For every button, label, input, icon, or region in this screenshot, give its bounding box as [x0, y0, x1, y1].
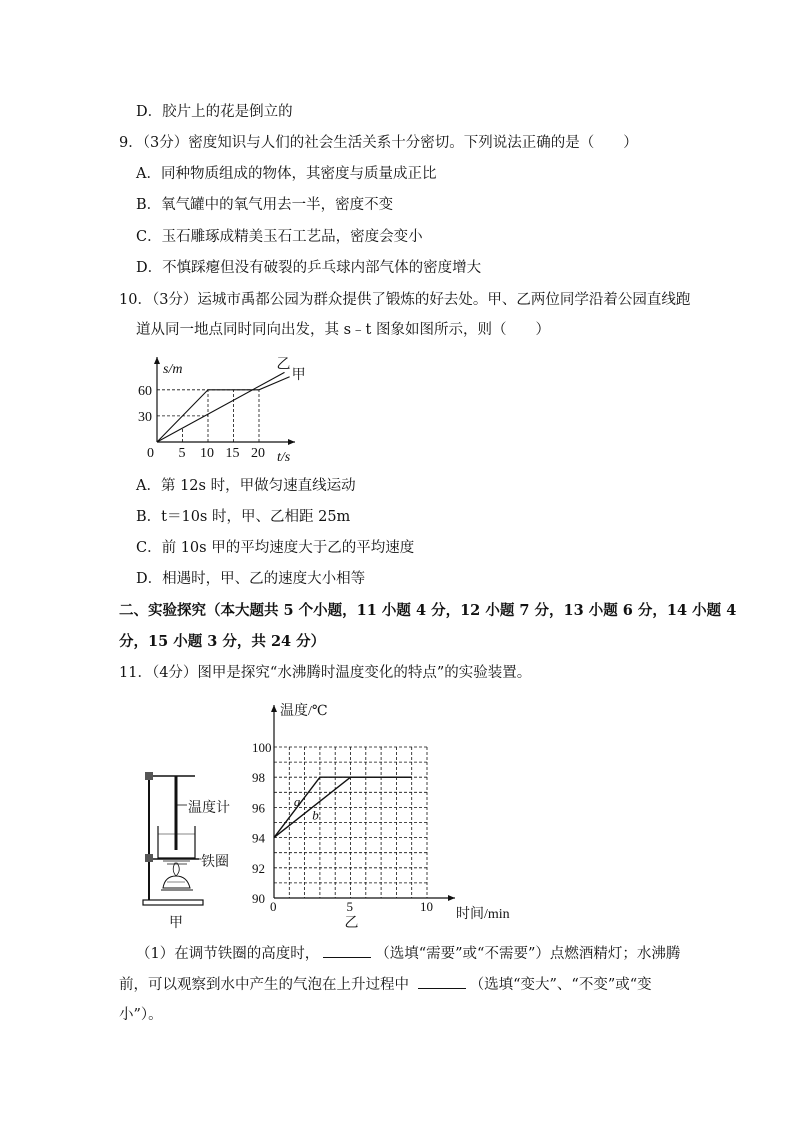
q10-option-b: B．t＝10s 时，甲、乙相距 25m — [136, 509, 351, 525]
q10-option-a: A．第 12s 时，甲做匀速直线运动 — [136, 478, 356, 494]
q8-option-d: D．胶片上的花是倒立的 — [136, 104, 293, 120]
series-label-yi: 乙 — [276, 357, 291, 373]
series-label-b: b — [312, 807, 319, 823]
q10-option-c: C．前 10s 甲的平均速度大于乙的平均速度 — [136, 540, 415, 556]
section2-title-line1: 二、实验探究（本大题共 5 个小题，11 小题 4 分，12 小题 7 分，13 小题 6 分，14 小题 4 — [119, 602, 737, 619]
series-label-a: a — [293, 793, 301, 809]
x-tick-label: 5 — [346, 899, 353, 914]
q9-option-d: D．不慎踩瘪但没有破裂的乒乓球内部气体的密度增大 — [136, 260, 482, 276]
q9-option-b: B．氧气罐中的氧气用去一半，密度不变 — [136, 197, 394, 213]
upper-clamp — [145, 772, 153, 780]
q9-option-a: A．同种物质组成的物体，其密度与质量成正比 — [136, 166, 437, 182]
section2-title-line2: 分，15 小题 3 分，共 24 分） — [119, 633, 326, 650]
answer-blank-2[interactable] — [418, 974, 466, 989]
q9-option-c: C．玉石雕琢成精美玉石工艺品，密度会变小 — [136, 229, 423, 245]
boiling-apparatus — [135, 760, 245, 935]
q10-stem-line1: 10．（3分）运城市禹都公园为群众提供了锻炼的好去处。甲、乙两位同学沿着公园直线跑 — [119, 292, 691, 308]
stand-base — [143, 900, 203, 905]
y-tick-label: 92 — [252, 860, 265, 876]
st-chart — [135, 345, 315, 470]
x-axis-label: 时间/min — [456, 907, 510, 922]
y-tick-label: 30 — [138, 409, 152, 425]
answer-blank-1[interactable] — [323, 943, 371, 958]
y-tick-label: 98 — [252, 770, 265, 786]
x-axis-arrow — [288, 439, 295, 445]
y-tick-label: 100 — [252, 740, 272, 755]
q10-option-d: D．相遇时，甲、乙的速度大小相等 — [136, 571, 366, 587]
q11-part1-line1-b: （选填“需要”或“不需要”）点燃酒精灯；水沸腾 — [375, 946, 681, 962]
q11-part1-line1-a: （1）在调节铁圈的高度时， — [136, 946, 320, 962]
y-axis-label: s/m — [163, 362, 183, 377]
flame — [173, 863, 179, 876]
x-tick-label: 15 — [225, 446, 240, 461]
temperature-chart — [250, 695, 520, 935]
q10-stem-line2: 道从同一地点同时同向出发，其 s﹣t 图象如图所示，则（ ） — [136, 322, 550, 338]
q11-stem: 11．（4分）图甲是探究“水沸腾时温度变化的特点”的实验装置。 — [119, 665, 532, 681]
y-tick-label: 96 — [252, 800, 265, 816]
q11-part1-line2-a: 前，可以观察到水中产生的气泡在上升过程中 — [119, 977, 414, 993]
q11-part1-line2 — [119, 974, 652, 995]
x-axis-label: t/s — [277, 450, 291, 465]
y-axis-arrow — [271, 705, 277, 712]
y-tick-label: 94 — [252, 830, 265, 846]
label-thermometer: 温度计 — [188, 799, 230, 815]
x-tick-label: 5 — [178, 446, 186, 461]
q11-part1-line2-b: （选填“变大”、“不变”或“变 — [469, 977, 652, 993]
y-tick-label: 60 — [138, 383, 152, 399]
x-tick-label: 0 — [270, 899, 277, 914]
y-tick-label: 90 — [252, 891, 265, 906]
q11-part1-line3: 小”）。 — [119, 1007, 163, 1023]
y-axis-label: 温度/℃ — [280, 704, 328, 719]
label-iron-ring: 铁圈 — [201, 853, 229, 869]
x-tick-label: 20 — [251, 446, 265, 461]
series-line-jia — [157, 377, 290, 442]
apparatus-caption: 甲 — [169, 914, 183, 930]
origin-label: 0 — [147, 446, 154, 461]
ring-clamp — [145, 854, 153, 862]
y-axis-arrow — [154, 357, 160, 364]
q9-stem: 9．（3分）密度知识与人们的社会生活关系十分密切。下列说法正确的是（ ） — [119, 135, 638, 151]
q11-part1-line1 — [136, 943, 680, 964]
x-tick-label: 10 — [200, 446, 214, 461]
x-tick-label: 10 — [420, 899, 433, 914]
series-line-yi — [157, 372, 285, 442]
series-label-jia: 甲 — [291, 367, 306, 383]
x-axis-arrow — [448, 895, 455, 901]
chart-caption: 乙 — [344, 916, 359, 931]
